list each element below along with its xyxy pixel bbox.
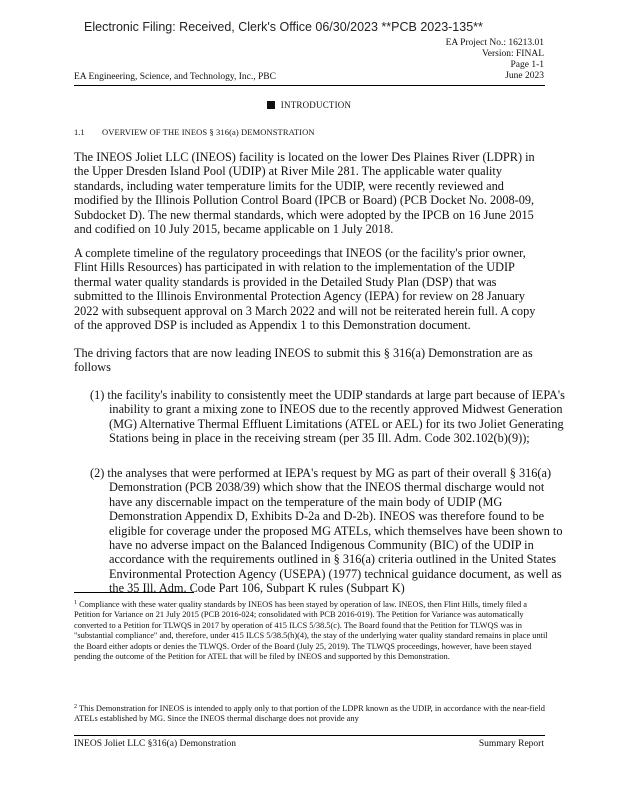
footer-document-title: INEOS Joliet LLC §316(a) Demonstration (74, 739, 237, 749)
header-date: June 2023 (505, 71, 544, 81)
list-item-text: the analyses that were performed at IEPA's request by MG as part of their overall § 316(a) Demonstration (PCB 2038/39) which show that the INEOS thermal discharge would not have any discernable impact on the temperature of the main body of UDIP (MG Demonstration Appendix D, Exhibits D-2a and D-2b). INEOS was therefore found to be eligible for coverage under the proposed MG ATELs, which themselves have been shown to have no adverse impact on the Balanced Indigenous Community (BIC) of the UDIP in accordance with the requirements outlined in § 316(a) criteria outlined in the United States Environmental Protection Agency (USEPA) (1977) technical guidance document, as well as the 35 Ill. Adm. Code Part 106, Subpart K rules (Subpart K) (107, 466, 563, 596)
header-divider (74, 85, 545, 86)
filing-stamp: Electronic Filing: Received, Clerk's Office 06/30/2023 **PCB 2023-135** (84, 20, 483, 34)
project-number: EA Project No.: 16213.01 (445, 38, 544, 48)
paragraph-2: A complete timeline of the regulatory proceedings that INEOS (or the facility's prior owner, Flint Hills Resources) has participated in with relation to the implementation of the UDIP thermal water quality standards is provided in the Detailed Study Plan (DSP) that was submitted to the Illinois Environmental Protection Agency (IEPA) for review on 28 January 2022 with subsequent approval on 3 March 2022 and will not be reiterated herein full. A copy of the approved DSP is included as Appendix 1 to this Demonstration document. (74, 246, 536, 333)
section-title: INTRODUCTION (280, 100, 352, 110)
list-item-text: the facility's inability to consistently meet the UDIP standards at large part because of IEPA's inability to grant a mixing zone to INEOS due to the recently approved Midwest Generation (MG) Alternative Thermal Effluent Limitations (ATEL or AEL) for its two Joliet Generating Stations being in place in the receiving stream (per 35 Ill. Adm. Code 302.102(b)(9)); (107, 388, 565, 446)
subsection-title: OVERVIEW OF THE INEOS § 316(a) DEMONSTRATION (102, 127, 315, 137)
footer-divider (74, 735, 545, 736)
header-project-info (344, 38, 544, 82)
paragraph-3: The driving factors that are now leading INEOS to submit this § 316(a) Demonstration are as follows (74, 346, 533, 375)
page-number: Page 1-1 (510, 60, 544, 70)
footnote-1 (74, 598, 548, 662)
footnote-mark: 2 (74, 704, 77, 710)
footnote-text: This Demonstration for INEOS is intended to apply only to that portion of the LDPR known as the UDIP, in accordance with the near-field ATELs established by MG. Since the INEOS thermal discharge does not provide any (74, 704, 545, 724)
section-heading (0, 100, 618, 110)
list-item (90, 466, 567, 596)
section-bullet-icon (267, 101, 275, 109)
footnote-mark: 1 (74, 600, 77, 606)
version: Version: FINAL (481, 49, 544, 59)
list-item (90, 388, 567, 446)
list-item-number: (1) (90, 388, 105, 402)
list-item-number: (2) (90, 466, 105, 480)
footnote-text: Compliance with these water quality standards by INEOS has been stayed by operation of law. INEOS, then Flint Hills, timely filed a Petition for Variance on 21 July 2015 (PCB 2016-024; consolidated with PCB 2016-019). The Petition for Variance was automatically converted to a Petition for TLWQS in 2017 by operation of 415 ILCS 5/38.5(c). The Board found that the Petition for TLWQS was in "substantial compliance" and, therefore, under 415 ILCS 5/38.5(h)(4), the stay of the underlying water quality standard remains in place until the Board either adopts or denies the TLWQS. Order of the Board (July 25, 2019). The TLWQS proceedings, however, have been stayed pending the outcome of the Petition for ATEL that will be filed by INEOS and supported by this Demonstration. (74, 600, 548, 662)
footnote-divider (74, 592, 194, 593)
subsection-number: 1.1 (74, 127, 85, 137)
footer-report-type: Summary Report (478, 739, 544, 749)
footnote-2 (74, 702, 548, 725)
paragraph-1: The INEOS Joliet LLC (INEOS) facility is located on the lower Des Plaines River (LDPR) in the Upper Dresden Island Pool (UDIP) at River Mile 281. The applicable water quality standards, including water temperature limits for the UDIP, were recently reviewed and modified by the Illinois Pollution Control Board (IPCB or Board) (PCB Docket No. 2008-09, Subdocket D). The new thermal standards, which were adopted by the IPCB on 16 June 2015 and codified on 10 July 2015, became applicable on 1 July 2018. (74, 150, 535, 237)
header-company: EA Engineering, Science, and Technology, Inc., PBC (74, 72, 276, 82)
